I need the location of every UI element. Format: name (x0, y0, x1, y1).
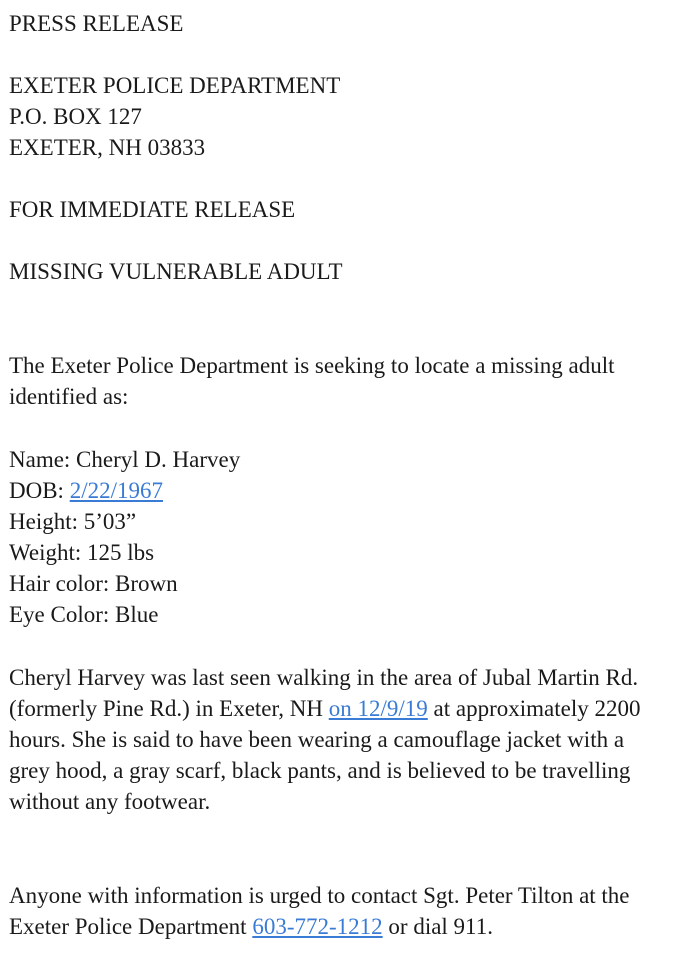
contact-line-2-pre: Exeter Police Department (9, 914, 253, 939)
detail-height: Height: 5’03” (9, 509, 137, 534)
description-line-2 (9, 693, 640, 724)
contact-line-2 (9, 911, 493, 942)
headline: MISSING VULNERABLE ADULT (9, 259, 343, 284)
contact-line-1: Anyone with information is urged to contact Sgt. Peter Tilton at the (9, 883, 630, 908)
description-line-4: grey hood, a gray scarf, black pants, and is believed to be travelling (9, 758, 631, 783)
city-address: EXETER, NH 03833 (9, 135, 206, 160)
description-line-5: without any footwear. (9, 789, 211, 814)
detail-weight: Weight: 125 lbs (9, 540, 155, 565)
dob-label: DOB: (9, 478, 70, 503)
press-release-label: PRESS RELEASE (9, 11, 184, 36)
detail-eye: Eye Color: Blue (9, 602, 159, 627)
dob-link[interactable]: 2/22/1967 (69, 478, 163, 503)
description-line-1: Cheryl Harvey was last seen walking in the area of Jubal Martin Rd. (9, 665, 639, 690)
contact-line-2-post: or dial 911. (382, 914, 493, 939)
department-name: EXETER POLICE DEPARTMENT (9, 73, 341, 98)
detail-name: Name: Cheryl D. Harvey (9, 447, 241, 472)
date-link[interactable]: on 12/9/19 (328, 696, 428, 721)
detail-hair: Hair color: Brown (9, 571, 178, 596)
description-line-2-post: at approximately 2200 (427, 696, 641, 721)
phone-link[interactable]: 603-772-1212 (252, 914, 383, 939)
immediate-release-label: FOR IMMEDIATE RELEASE (9, 197, 296, 222)
intro-line-2: identified as: (9, 384, 129, 409)
po-box: P.O. BOX 127 (9, 104, 142, 129)
description-line-2-pre: (formerly Pine Rd.) in Exeter, NH (9, 696, 329, 721)
description-line-3: hours. She is said to have been wearing a camouflage jacket with a (9, 727, 625, 752)
intro-line-1: The Exeter Police Department is seeking to locate a missing adult (9, 353, 615, 378)
detail-dob (9, 475, 163, 506)
